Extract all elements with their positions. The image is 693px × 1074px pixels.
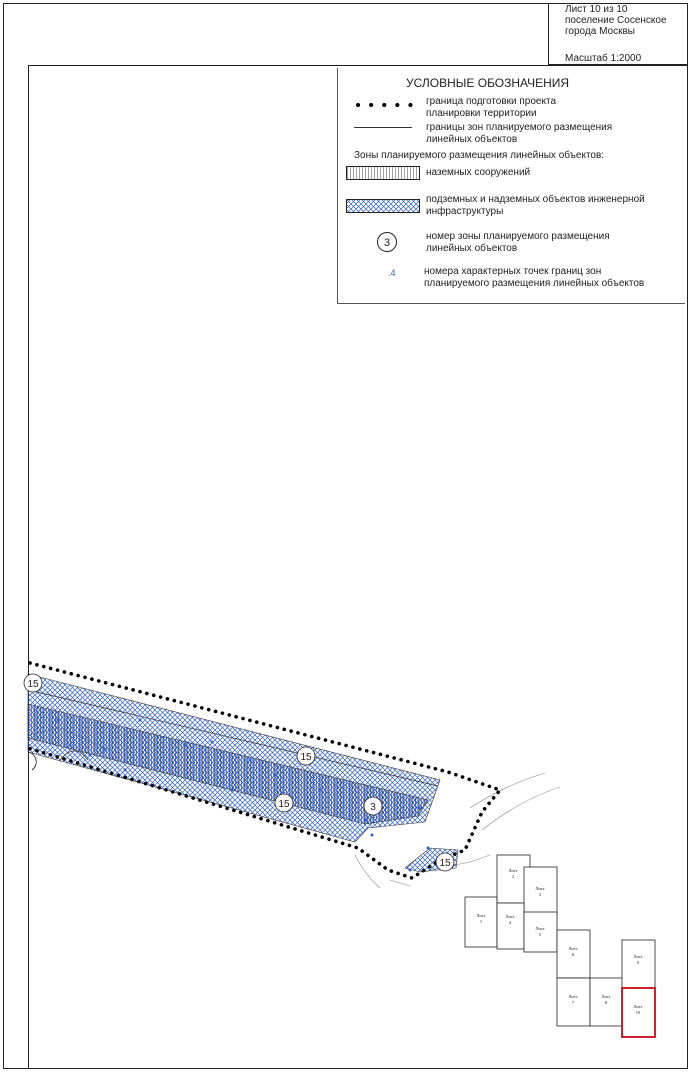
- svg-text:1: 1: [479, 919, 483, 924]
- svg-text:Лист: Лист: [505, 914, 515, 919]
- zone-label-3: 3: [370, 802, 376, 813]
- zone-label-15-a: 15: [27, 679, 39, 690]
- legend-zone-number-line2: линейных объектов: [426, 243, 518, 254]
- svg-text:Лист: Лист: [535, 886, 545, 891]
- legend-zone-utility-line1: подземных и надземных объектов инженерной: [426, 194, 645, 205]
- map-scale: Масштаб 1:2000: [565, 53, 642, 64]
- legend-item-zone-lines-line2: линейных объектов: [426, 134, 518, 145]
- svg-text:7: 7: [571, 1000, 575, 1005]
- svg-text:Лист: Лист: [508, 868, 518, 873]
- legend-item-zone-lines-line1: границы зон планируемого размещения: [426, 122, 613, 133]
- legend-title: УСЛОВНЫЕ ОБОЗНАЧЕНИЯ: [406, 76, 570, 90]
- legend-zones-header: Зоны планируемого размещения линейных объектов:: [354, 150, 605, 161]
- thin-line-swatch: [354, 127, 412, 128]
- legend-zone-ground: наземных сооружений: [426, 167, 531, 178]
- index-sheet-4: [497, 903, 524, 949]
- svg-text:Лист: Лист: [633, 1004, 643, 1009]
- svg-text:Лист: Лист: [476, 913, 486, 918]
- zone-label-15-d: 15: [439, 858, 451, 869]
- svg-text:3: 3: [538, 892, 542, 897]
- zone-number-swatch: [376, 231, 398, 253]
- point-number-swatch: .4: [388, 268, 396, 278]
- legend-point-number-line2: планируемого размещения линейных объектов: [424, 278, 645, 289]
- settlement-name: поселение Сосенское: [565, 15, 667, 26]
- svg-text:Лист: Лист: [633, 954, 643, 959]
- index-sheet-3: [524, 867, 557, 915]
- sheet-index: [465, 855, 655, 1037]
- legend-panel: [337, 68, 685, 304]
- legend-point-number-line1: номера характерных точек границ зон: [424, 266, 602, 277]
- svg-text:Лист: Лист: [601, 994, 611, 999]
- zone-label-15-b: 15: [300, 752, 312, 763]
- svg-text:10: 10: [635, 1010, 641, 1015]
- legend-item-boundary-line2: планировки территории: [426, 108, 537, 119]
- zone-label-15-c: 15: [278, 799, 290, 810]
- svg-text:4: 4: [508, 920, 512, 925]
- city-name: города Москвы: [565, 26, 635, 37]
- cross-hatch-swatch: [346, 199, 420, 213]
- svg-text:Лист: Лист: [568, 946, 578, 951]
- svg-text:2: 2: [511, 874, 515, 879]
- svg-text:6: 6: [571, 952, 575, 957]
- svg-text:3: 3: [383, 237, 391, 249]
- legend-zone-number-line1: номер зоны планируемого размещения: [426, 231, 610, 242]
- legend-zone-utility-line2: инфраструктуры: [426, 206, 504, 217]
- dotted-boundary-swatch: [356, 101, 416, 109]
- svg-text:Лист: Лист: [568, 994, 578, 999]
- sheet-number: Лист 10 из 10: [565, 4, 628, 15]
- svg-text:9: 9: [636, 960, 640, 965]
- svg-text:5: 5: [538, 932, 542, 937]
- svg-text:8: 8: [604, 1000, 608, 1005]
- svg-text:Лист: Лист: [535, 926, 545, 931]
- vertical-hatch-swatch: [346, 166, 420, 180]
- legend-item-boundary-line1: граница подготовки проекта: [426, 96, 557, 107]
